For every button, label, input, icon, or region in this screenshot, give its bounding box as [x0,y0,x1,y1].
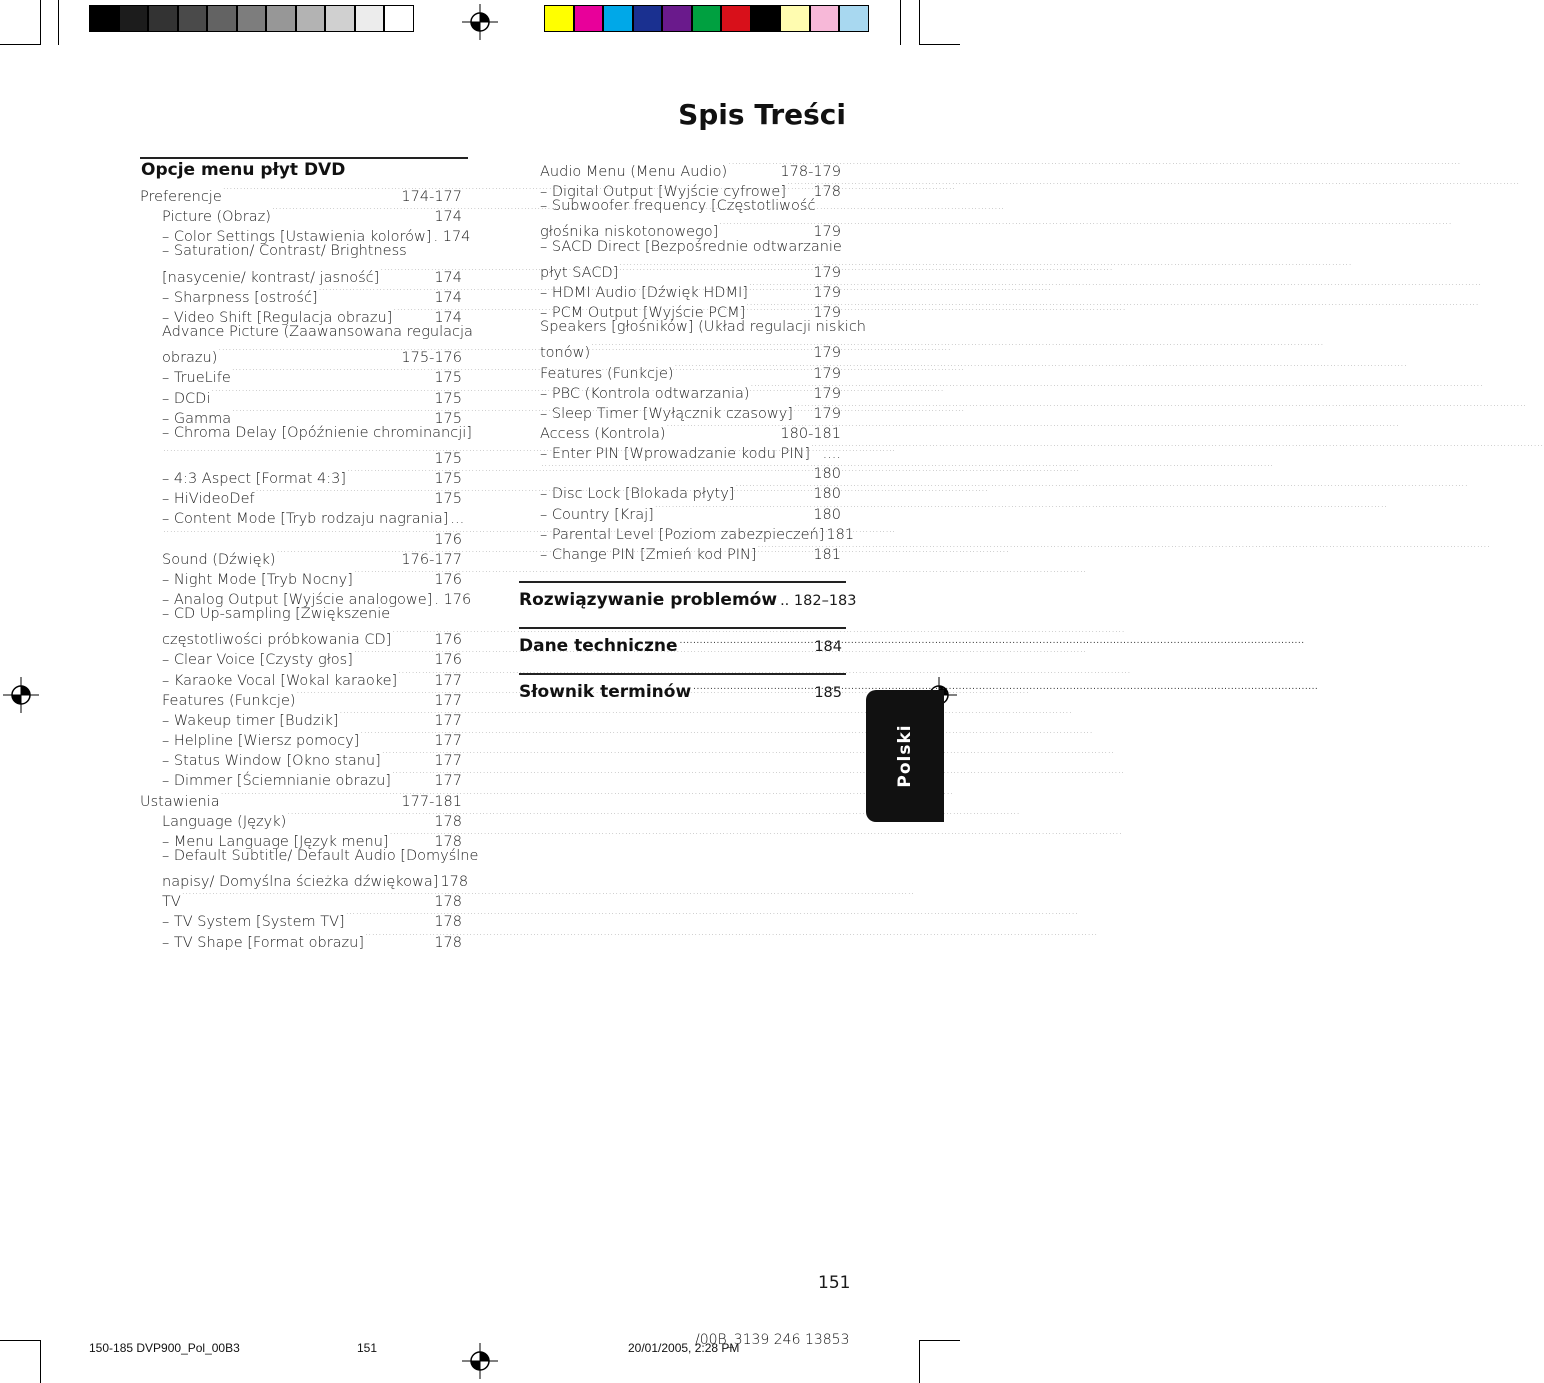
toc-entry-label: – Helpline [Wiersz pomocy] [162,733,360,750]
dot-leader [786,176,811,196]
toc-entry-page: 180 [813,506,841,523]
toc-entry [162,846,479,866]
gray-swatch [266,5,296,32]
toc-entry-label: Features (Funkcje) [540,365,674,382]
gray-swatch [355,5,385,32]
toc-entry-label: Picture (Obraz) [162,209,271,226]
color-swatch [692,5,722,32]
toc-entry-page: 178 [434,813,462,830]
dot-leader [654,499,812,519]
toc-entry-label: – Night Mode [Tryb Nocny] [162,571,353,588]
color-swatch [574,5,604,32]
toc-entry-label: – TV System [System TV] [162,914,345,931]
toc-entry-page: 179 [813,345,841,362]
toc-entry-label: Preferencje [140,189,222,205]
toc-entry-page: 178 [440,874,469,891]
toc-entry-page: 178 [434,914,462,931]
section-page: .. 182–183 [780,593,857,609]
toc-entry-label: – HDMI Audio [Dźwięk HDMI] [540,284,748,301]
gray-swatch [296,5,326,32]
toc-entry-page: 175 [434,410,462,427]
dot-leader [757,539,812,559]
dot-leader [231,403,432,423]
language-tab-label: Polski [895,724,915,788]
footer-file-name: 150-185 DVP900_Pol_00B3 [89,1341,240,1355]
color-swatch [751,5,781,32]
toc-entry-page: 174 [434,309,462,326]
registration-mark-icon [462,4,498,40]
dot-leader [727,156,778,176]
section-page: 184 [814,639,842,655]
toc-entry-label: – Gamma [162,410,232,427]
toc-entry-page: 177 [434,672,462,689]
toc-entry-label: – Change PIN [Zmień kod PIN] [540,546,757,563]
toc-entry-page: 180-181 [780,425,841,442]
toc-entry-label: Ustawienia [140,793,220,810]
toc-entry-label: – Dimmer [Ściemnianie obrazu] [162,773,391,790]
dot-leader [745,297,811,317]
toc-entry-page: 175-176 [401,350,462,367]
toc-entry-page: 179 [813,264,841,281]
color-swatch [662,5,692,32]
footer-page: 151 [357,1341,378,1355]
toc-entry-label: – Sharpness [ostrość] [162,289,318,306]
color-swatch [603,5,633,32]
gray-swatch [148,5,178,32]
toc-entry-page: 175 [434,471,462,488]
dot-leader [364,927,432,947]
gray-swatch [178,5,208,32]
page-number: 151 [818,1273,851,1293]
toc-entry-page: 180 [813,466,841,483]
color-swatch [633,5,663,32]
toc-entry-page: 177 [434,712,462,729]
toc-entry-label: – CD Up-sampling [Zwiększenie [162,606,391,623]
toc-entry-page: 175 [434,370,462,387]
toc-entry [162,927,462,953]
toc-entry-label: napisy/ Domyślna ścieżka dźwiękowa] [162,874,439,891]
toc-entry-page: . 174 [433,229,471,246]
toc-entry-label: – HiVideoDef [162,491,255,508]
toc-entry-page: 178 [434,934,462,951]
gray-swatch [119,5,149,32]
toc-entry-page: 179 [813,405,841,422]
toc-entry-page: 175 [434,390,462,407]
toc-entry-label: – Menu Language [Język menu] [162,833,389,850]
toc-entry-label: – PBC (Kontrola odtwarzania) [540,385,750,402]
gray-swatch [325,5,355,32]
toc-entry-page: ... [450,511,465,528]
toc-entry-label: – TV Shape [Format obrazu] [162,934,365,951]
toc-entry-page: 176-177 [401,551,462,568]
toc-entry-page: 178-179 [780,164,841,180]
dot-leader [691,675,811,697]
toc-entry [540,539,841,565]
toc-entry-label: płyt SACD] [540,264,619,281]
gray-swatch [237,5,267,32]
toc-entry-label: – Clear Voice [Czysty głos] [162,652,353,669]
toc-entry-label: Speakers [głośników] (Układ regulacji niskich [540,319,866,336]
toc-entry-page: 176 [434,652,462,669]
toc-entry-label: – Saturation/ Contrast/ Brightness [162,243,407,260]
toc-entry-page: 176 [434,632,462,649]
registration-mark-icon [3,677,39,713]
toc-entry-label: – Status Window [Okno stanu] [162,753,381,770]
toc-entry-label: TV [162,894,181,911]
color-swatch [721,5,751,32]
footer-date: 20/01/2005, 2:28 PM [628,1341,740,1355]
color-swatch [810,5,840,32]
color-swatch [839,5,869,32]
toc-entry-label: – 4:3 Aspect [Format 4:3] [162,471,347,488]
dot-leader [718,216,811,236]
dot-leader [392,302,432,322]
section-entry [519,583,857,610]
toc-entry-label: – Video Shift [Regulacja obrazu] [162,309,393,326]
toc-entry-label: – TrueLife [162,370,231,387]
dot-leader [389,826,433,846]
toc-entry-label: głośnika niskotonowego] [540,224,719,241]
dot-leader [678,629,812,651]
toc-entry-page: 175 [434,450,462,467]
toc-entry-label: tonów) [540,345,591,362]
toc-entry-label: – Parental Level [Poziom zabezpieczeń] [540,526,825,543]
toc-entry-label: Language (Język) [162,813,287,830]
dot-leader [255,483,433,503]
toc-entry-page: 179 [813,305,841,322]
toc-entry-page: 177 [434,692,462,709]
toc-entry-page: 181 [826,526,855,543]
toc-entry-label: – Default Subtitle/ Default Audio [Domyślne [162,847,479,864]
toc-entry-page: 176 [434,571,462,588]
toc-entry-label: – Disc Lock [Blokada płyty] [540,486,735,503]
toc-entry-label: Features (Funkcje) [162,692,296,709]
color-swatch [780,5,810,32]
toc-entry-label: – Content Mode [Tryb rodzaju nagrania] [162,511,449,528]
section-title: Dane techniczne [519,636,678,656]
toc-entry-page: 179 [813,385,841,402]
toc-entry-label: – Subwoofer frequency [Częstotliwość [540,198,816,215]
footer-code: /00B_3139 246 13853 [695,1332,850,1348]
toc-entry-label: – Karaoke Vocal [Wokal karaoke] [162,672,398,689]
crop-line [900,0,901,45]
toc-entry-label: – Sleep Timer [Wyłącznik czasowy] [540,405,793,422]
registration-mark-icon [462,1343,498,1379]
toc-entry-label: – Wakeup timer [Budzik] [162,712,339,729]
toc-entry-label: obrazu) [162,350,218,367]
section-title: Rozwiązywanie problemów [519,590,778,610]
section-title: Słownik terminów [519,682,692,702]
dot-leader [666,418,779,438]
toc-entry-page: 174-177 [401,189,462,205]
color-swatch [544,5,574,32]
gray-swatch [89,5,119,32]
toc-entry-label: [nasycenie/ kontrast/ jasność] [162,269,380,286]
toc-entry-page: 175 [434,491,462,508]
toc-entry-label: – Digital Output [Wyjście cyfrowe] [540,184,787,201]
toc-entry-page: 179 [813,224,841,241]
toc-entry-page: 174 [434,269,462,286]
toc-entry-page: 179 [813,284,841,301]
toc-entry-page: 177 [434,773,462,790]
toc-entry-page: 178 [434,833,462,850]
left-column-title: Opcje menu płyt DVD [141,160,346,180]
toc-entry-page: 179 [813,365,841,382]
toc-entry-label: – DCDi [162,390,211,407]
toc-entry-page: 177 [434,733,462,750]
toc-entry-label: – Color Settings [Ustawienia kolorów] [162,229,432,246]
toc-entry-page: 178 [434,894,462,911]
toc-entry-label: Audio Menu (Menu Audio) [540,164,728,180]
toc-entry-page: .... [822,446,841,463]
section-entry [519,675,842,702]
crop-line [58,0,59,45]
toc-entry-label: – SACD Direct [Bezpośrednie odtwarzanie [540,238,842,255]
toc-entry-page: 177 [434,753,462,770]
toc-entry-label: – Enter PIN [Wprowadzanie kodu PIN] [540,446,811,463]
toc-entry-label: Sound (Dźwięk) [162,551,276,568]
toc-entry-page: 177-181 [401,793,462,810]
gray-swatch [207,5,237,32]
language-tab [866,690,944,822]
toc-entry-label: Access (Kontrola) [540,425,666,442]
toc-entry-label: – Analog Output [Wyjście analogowe] [162,592,433,608]
gray-swatch [384,5,414,32]
toc-entry-page: 174 [434,289,462,306]
toc-entry-page: . 176 [434,592,472,608]
page-title: Spis Treści [678,98,846,131]
section-entry [519,629,842,656]
dot-leader [353,564,432,584]
toc-entry-page: 180 [813,486,841,503]
toc-entry-label: częstotliwości próbkowania CD] [162,632,392,649]
toc-entry-page: 174 [434,209,462,226]
dot-leader [271,201,432,221]
toc-entry-label: – Country [Kraj] [540,506,654,523]
section-rule [140,157,468,159]
toc-entry-label: – Chroma Delay [Opóźnienie chrominancji] [162,424,472,441]
toc-entry-label: – PCM Output [Wyjście PCM] [540,305,746,322]
toc-entry-label: Advance Picture (Zaawansowana regulacja [162,324,473,341]
toc-entry-page: 178 [813,184,841,201]
section-page: 185 [814,685,842,701]
toc-entry-page: 176 [434,531,462,548]
toc-entry-page: 181 [813,546,841,563]
